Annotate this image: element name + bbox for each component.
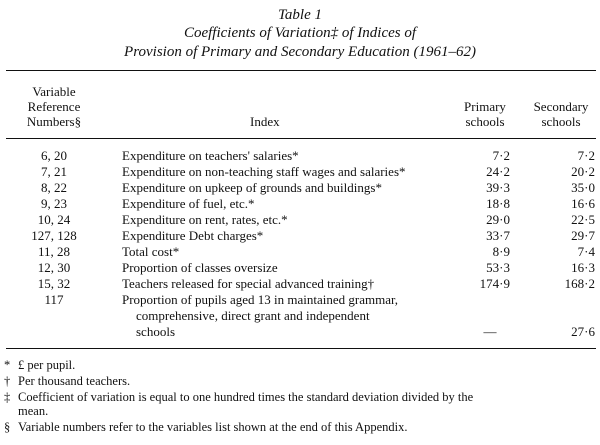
header-secondary-line-2: schools bbox=[541, 114, 581, 129]
cell-primary: 7·2 bbox=[492, 148, 510, 163]
footnote-text: £ per pupil. bbox=[18, 358, 76, 372]
cell-primary: 174·9 bbox=[479, 276, 510, 291]
cell-secondary: 16·6 bbox=[571, 196, 595, 211]
cell-primary: 8·9 bbox=[492, 244, 510, 259]
table-row bbox=[0, 164, 600, 179]
header-ref-line-2: Reference bbox=[27, 99, 81, 114]
table-row bbox=[0, 180, 600, 195]
table-row bbox=[0, 276, 600, 291]
footnote-symbol: ‡ bbox=[4, 390, 11, 404]
table-row bbox=[0, 196, 600, 211]
table-row bbox=[0, 228, 600, 243]
cell-index-line-2: comprehensive, direct grant and independent bbox=[136, 308, 370, 323]
cell-secondary: 29·7 bbox=[571, 228, 595, 243]
bottom-rule bbox=[6, 348, 596, 349]
cell-secondary: 27·6 bbox=[571, 324, 595, 339]
table-row bbox=[0, 148, 600, 163]
cell-secondary: 20·2 bbox=[571, 164, 595, 179]
cell-index: Teachers released for special advanced training† bbox=[122, 276, 375, 291]
header-primary bbox=[455, 99, 515, 129]
cell-ref: 10, 24 bbox=[37, 212, 71, 227]
cell-secondary: 168·2 bbox=[564, 276, 595, 291]
cell-ref: 12, 30 bbox=[37, 260, 71, 275]
cell-primary: 18·8 bbox=[486, 196, 510, 211]
header-primary-line-1: Primary bbox=[464, 99, 506, 114]
footnote bbox=[4, 420, 596, 434]
cell-index: Expenditure on non-teaching staff wages and salaries* bbox=[122, 164, 406, 179]
cell-index: Proportion of classes oversize bbox=[122, 260, 278, 275]
cell-secondary: 16·3 bbox=[571, 260, 595, 275]
cell-primary: 53·3 bbox=[486, 260, 510, 275]
footnote-text: Coefficient of variation is equal to one hundred times the standard deviation divided by the bbox=[18, 390, 474, 404]
cell-ref: 6, 20 bbox=[41, 148, 67, 163]
header-primary-line-2: schools bbox=[465, 114, 505, 129]
cell-index: Expenditure of fuel, etc.* bbox=[122, 196, 255, 211]
cell-ref: 15, 32 bbox=[37, 276, 71, 291]
cell-ref: 117 bbox=[44, 292, 64, 307]
cell-ref: 8, 22 bbox=[41, 180, 67, 195]
footnote-continuation: mean. bbox=[18, 404, 49, 418]
cell-index: Expenditure on teachers' salaries* bbox=[122, 148, 299, 163]
header-rule bbox=[6, 138, 596, 139]
cell-primary: 29·0 bbox=[486, 212, 510, 227]
cell-secondary: 7·4 bbox=[577, 244, 595, 259]
table-title-line-1: Coefficients of Variation‡ of Indices of bbox=[183, 25, 417, 41]
cell-index: Total cost* bbox=[122, 244, 180, 259]
table-label: Table 1 bbox=[277, 7, 323, 23]
top-rule bbox=[6, 70, 596, 71]
header-ref-line-3: Numbers§ bbox=[26, 114, 82, 129]
cell-secondary: 22·5 bbox=[571, 212, 595, 227]
cell-primary: — bbox=[483, 324, 497, 339]
table-title-block bbox=[0, 6, 600, 62]
footnote-symbol: † bbox=[4, 374, 11, 388]
cell-primary: 33·7 bbox=[486, 228, 510, 243]
table-row bbox=[0, 212, 600, 227]
header-secondary-line-1: Secondary bbox=[533, 99, 589, 114]
cell-index: Expenditure on upkeep of grounds and buildings* bbox=[122, 180, 382, 195]
cell-ref: 127, 128 bbox=[31, 228, 77, 243]
cell-ref: 9, 23 bbox=[41, 196, 67, 211]
cell-index: Expenditure on rent, rates, etc.* bbox=[122, 212, 288, 227]
footnote bbox=[4, 374, 596, 388]
cell-index-line-1: Proportion of pupils aged 13 in maintained grammar, bbox=[122, 292, 399, 307]
footnote-text: Variable numbers refer to the variables list shown at the end of this Appendix. bbox=[18, 420, 408, 434]
table-title-line-2: Provision of Primary and Secondary Education (1961–62) bbox=[124, 44, 476, 60]
cell-secondary: 7·2 bbox=[577, 148, 595, 163]
footnote bbox=[4, 390, 596, 404]
cell-index-line-3: schools bbox=[136, 324, 175, 339]
cell-primary: 24·2 bbox=[486, 164, 510, 179]
header-index: Index bbox=[250, 114, 280, 129]
cell-ref: 11, 28 bbox=[37, 244, 71, 259]
cell-index: Expenditure Debt charges* bbox=[122, 228, 264, 243]
cell-primary: 39·3 bbox=[486, 180, 510, 195]
header-ref-line-1: Variable bbox=[32, 84, 76, 99]
footnote bbox=[4, 358, 596, 372]
cell-secondary: 35·0 bbox=[571, 180, 595, 195]
footnote-symbol: * bbox=[4, 358, 11, 372]
table-row bbox=[0, 244, 600, 259]
cell-ref: 7, 21 bbox=[41, 164, 67, 179]
table-row-last bbox=[0, 292, 600, 307]
table-row bbox=[0, 260, 600, 275]
footnote-text: Per thousand teachers. bbox=[18, 374, 131, 388]
header-secondary bbox=[525, 99, 597, 129]
header-ref bbox=[4, 84, 104, 129]
table-row-last-values bbox=[0, 324, 600, 339]
footnote-symbol: § bbox=[4, 420, 11, 434]
